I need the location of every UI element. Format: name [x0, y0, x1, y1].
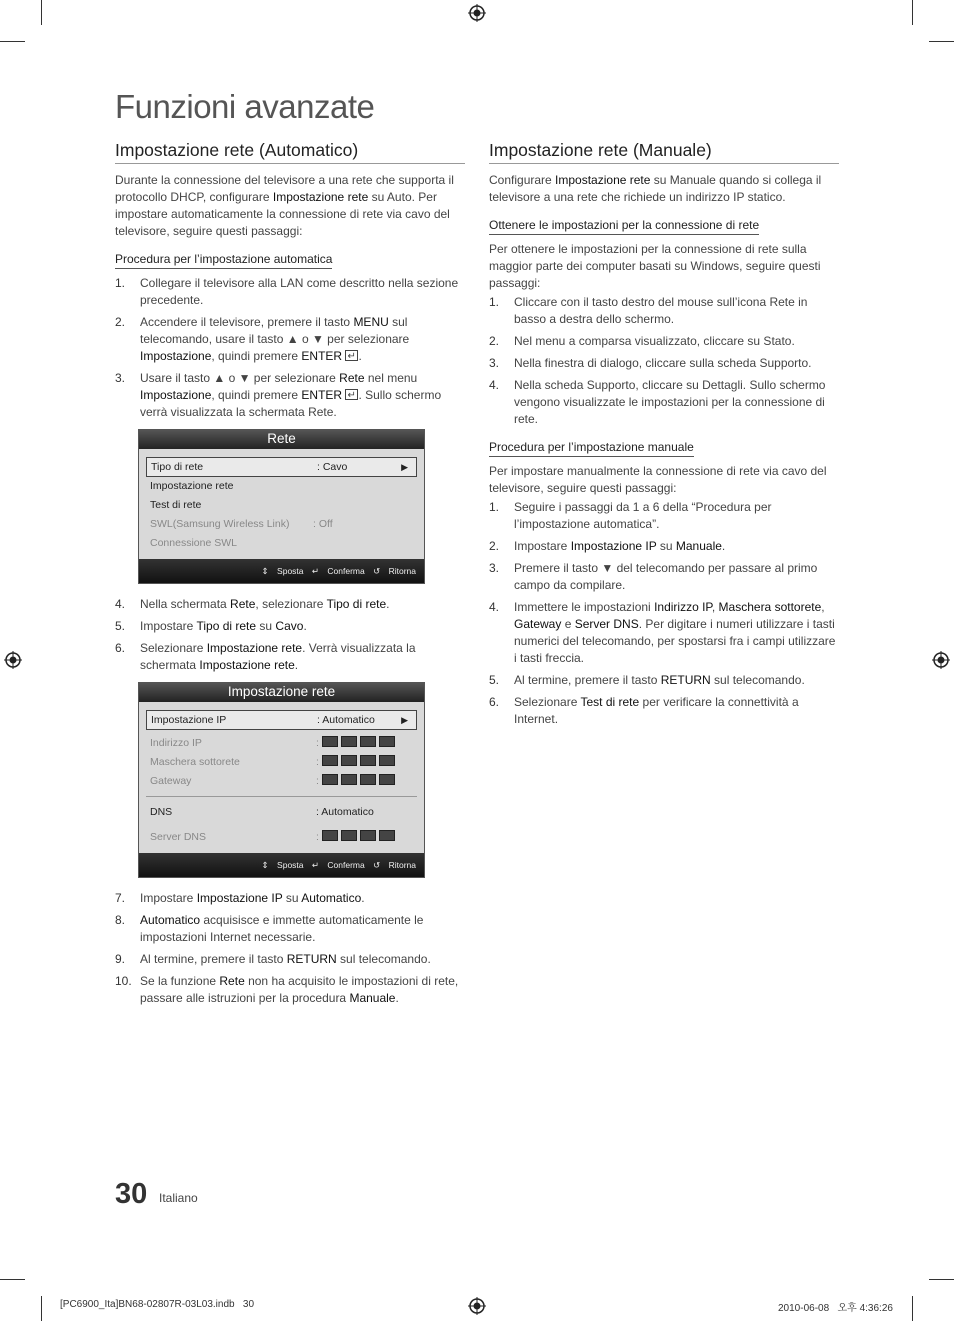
osd-footer: ⇕ Sposta ↵ Conferma ↺ Ritorna — [139, 853, 424, 877]
enter-icon — [345, 389, 358, 400]
list-item: 3. Premere il tasto ▼ del telecomando per passare al primo campo da compilare. — [489, 561, 818, 592]
arrow-right-icon: ▶ — [401, 462, 408, 472]
crop-mark — [41, 1296, 42, 1321]
list-item: 10. Se la funzione Rete non ha acquisito le impostazioni di rete, passare alle istruzioni per la procedura Manuale. — [115, 974, 459, 1005]
crop-mark — [0, 41, 25, 42]
page-language: Italiano — [159, 1191, 198, 1205]
registration-mark-icon — [932, 651, 950, 669]
enter-icon: ↵ — [311, 566, 320, 576]
page-title: Funzioni avanzate — [115, 88, 375, 125]
crop-mark — [912, 0, 913, 25]
osd-footer: ⇕ Sposta ↵ Conferma ↺ Ritorna — [139, 559, 424, 583]
return-icon: ↺ — [373, 860, 381, 870]
osd-title: Impostazione rete — [139, 683, 424, 702]
steps-list — [115, 596, 465, 674]
return-icon: ↺ — [373, 566, 381, 576]
intro-paragraph: Durante la connessione del televisore a una rete che supporta il protocollo DHCP, configurare Impostazione rete su Auto. Per impostare automaticamente la connessione di rete via cavo del televisore, seguire questi passaggi: — [115, 173, 454, 238]
list-item: 1. Seguire i passaggi da 1 a 6 della “Procedura per l’impostazione automatica”. — [489, 500, 772, 531]
osd-row-network-setup[interactable]: Impostazione rete — [150, 480, 234, 492]
section-title-automatic: Impostazione rete (Automatico) — [115, 139, 465, 164]
print-footer-file: [PC6900_Ita]BN68-02807R-03L03.indb 30 — [60, 1299, 255, 1310]
subheading-automatic-procedure: Procedura per l’impostazione automatica — [115, 251, 332, 269]
list-item: 6. Selezionare Test di rete per verificare la connettività a Internet. — [489, 695, 799, 726]
list-item: 1. Collegare il televisore alla LAN come descritto nella sezione precedente. — [115, 276, 459, 307]
sub-intro-paragraph: Per ottenere le impostazioni per la connessione di rete sulla maggior parte dei computer basati su Windows, seguire questi passaggi: — [489, 242, 821, 290]
osd-row-network-type[interactable]: Tipo di rete : Cavo ▶ — [146, 457, 417, 477]
osd-row-gateway: Gateway : — [146, 772, 417, 791]
crop-mark — [929, 1279, 954, 1280]
enter-icon: ↵ — [311, 860, 320, 870]
steps-list — [115, 275, 465, 421]
osd-row-dns[interactable]: DNS : Automatico — [150, 806, 374, 818]
osd-network-screen — [138, 429, 425, 584]
move-icon: ⇕ — [261, 860, 269, 870]
registration-mark-icon — [468, 4, 486, 22]
page-number: 30 — [115, 1178, 148, 1210]
osd-row-dns-server: Server DNS : — [146, 828, 417, 847]
section-title-manual: Impostazione rete (Manuale) — [489, 139, 839, 164]
right-column — [489, 138, 839, 733]
osd-row-subnet-mask: Maschera sottorete : — [146, 753, 417, 772]
osd-row-ip-setting[interactable]: Impostazione IP : Automatico ▶ — [146, 710, 417, 730]
osd-row-ip-address: Indirizzo IP : — [146, 734, 417, 753]
list-item: 2. Impostare Impostazione IP su Manuale. — [489, 539, 726, 553]
registration-mark-icon — [4, 651, 22, 669]
list-item: 9. Al termine, premere il tasto RETURN sul telecomando. — [115, 952, 431, 966]
list-item: 5. Al termine, premere il tasto RETURN sul telecomando. — [489, 673, 805, 687]
subheading-get-settings: Ottenere le impostazioni per la connessione di rete — [489, 217, 759, 235]
enter-icon — [345, 350, 358, 361]
arrow-right-icon: ▶ — [401, 715, 408, 725]
steps-list — [489, 294, 839, 428]
crop-mark — [912, 1296, 913, 1321]
steps-list — [489, 499, 839, 728]
osd-row-network-test[interactable]: Test di rete — [150, 499, 202, 511]
move-icon: ⇕ — [261, 566, 269, 576]
registration-mark-icon — [468, 1297, 486, 1315]
list-item: 4. Nella schermata Rete, selezionare Tipo di rete. — [115, 597, 390, 611]
osd-row-swl-connection: Connessione SWL — [150, 537, 237, 549]
list-item: 6. Selezionare Impostazione rete. Verrà visualizzata la schermata Impostazione rete. — [115, 641, 416, 672]
list-item: 5. Impostare Tipo di rete su Cavo. — [115, 619, 307, 633]
list-item: 3. Usare il tasto ▲ o ▼ per selezionare Rete nel menu Impostazione, quindi premere ENTER ↵ . Sullo schermo verrà visualizzata la schermata Rete. — [115, 370, 465, 421]
crop-mark — [41, 0, 42, 25]
crop-mark — [929, 41, 954, 42]
intro-paragraph: Configurare Impostazione rete su Manuale quando si collega il televisore a una rete che richiede un indirizzo IP statico. — [489, 173, 822, 204]
sub-intro-paragraph: Per impostare manualmente la connessione di rete via cavo del televisore, seguire questi passaggi: — [489, 464, 827, 495]
osd-network-setup-screen — [138, 682, 425, 878]
list-item: 2. Nel menu a comparsa visualizzato, cliccare su Stato. — [489, 334, 795, 348]
list-item: 7. Impostare Impostazione IP su Automatico. — [115, 891, 365, 905]
left-column — [115, 138, 465, 1012]
subheading-manual-procedure: Procedura per l’impostazione manuale — [489, 439, 694, 457]
list-item: 2. Accendere il televisore, premere il tasto MENU sul telecomando, usare il tasto ▲ o ▼ per selezionare Impostazione, quindi premere ENTER ↵ . — [115, 314, 465, 365]
print-footer-date: 2010-06-08 오후 4:36:26 — [778, 1303, 893, 1314]
list-item: 3. Nella finestra di dialogo, cliccare sulla scheda Supporto. — [489, 356, 812, 370]
crop-mark — [0, 1279, 25, 1280]
list-item: 1. Cliccare con il tasto destro del mouse sull’icona Rete in basso a destra dello schermo. — [489, 295, 808, 326]
list-item: 4. Immettere le impostazioni Indirizzo IP, Maschera sottorete, Gateway e Server DNS. Per digitare i numeri utilizzare i tasti numerici del telecomando, per spostarsi fra i campi utilizzare i tasti freccia. — [489, 600, 836, 665]
osd-row-swl: SWL(Samsung Wireless Link) : Off — [150, 518, 333, 530]
osd-title: Rete — [139, 430, 424, 449]
list-item: 8. Automatico acquisisce e immette automaticamente le impostazioni Internet necessarie. — [115, 913, 424, 944]
list-item: 4. Nella scheda Supporto, cliccare su Dettagli. Sullo schermo vengono visualizzate le impostazioni per la connessione di rete. — [489, 378, 826, 426]
steps-list — [115, 890, 465, 1007]
